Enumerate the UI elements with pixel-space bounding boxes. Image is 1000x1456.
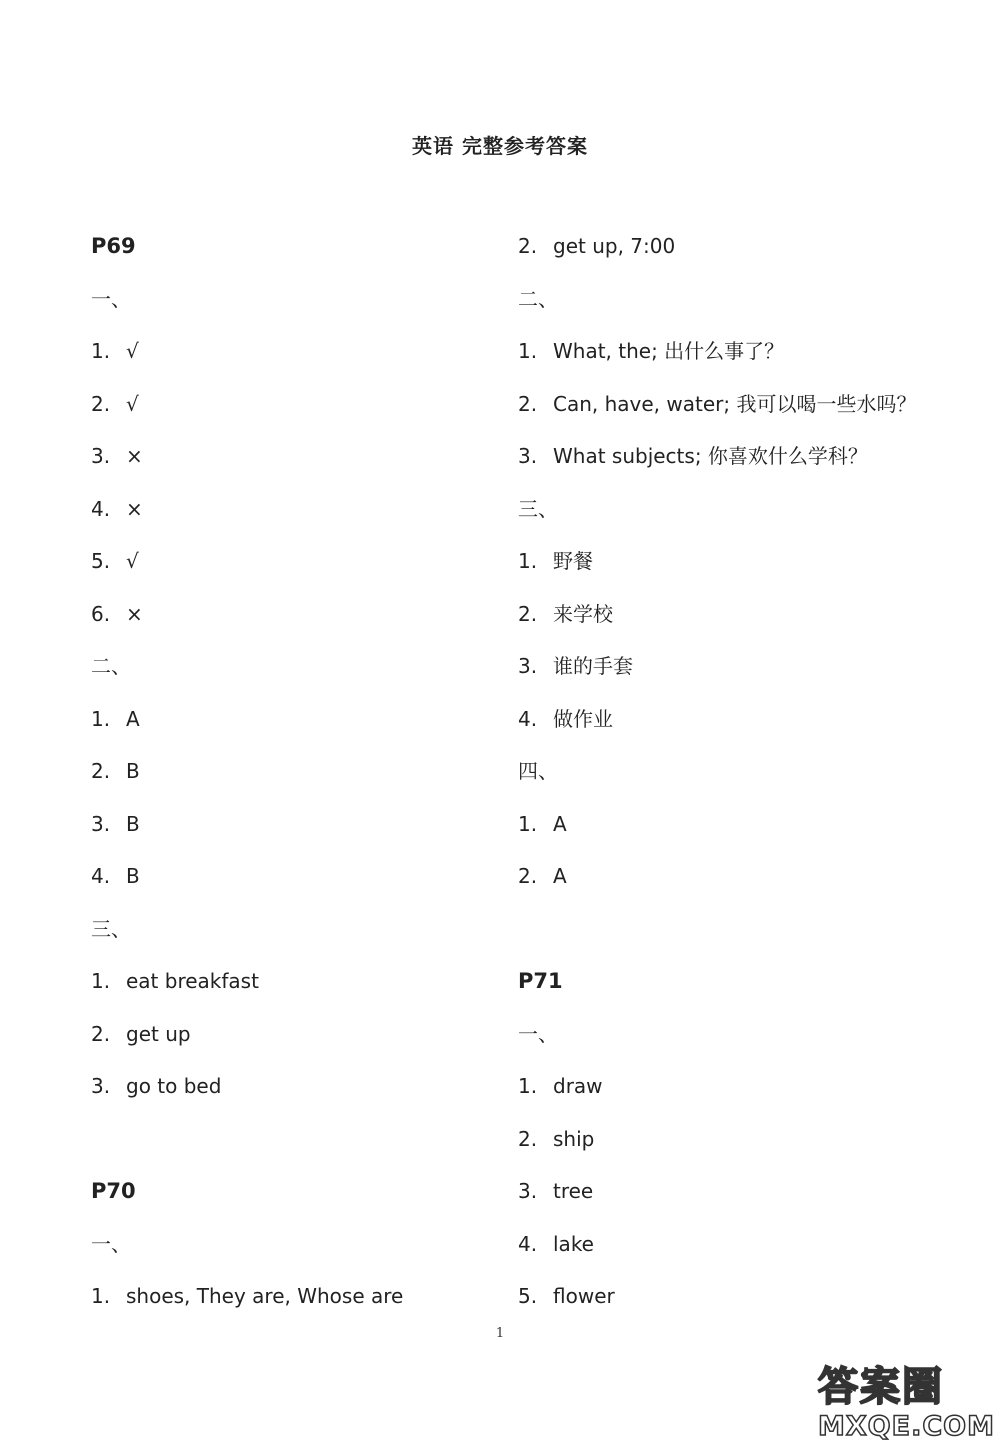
page-number: 1 bbox=[495, 1326, 505, 1341]
answer-text: B bbox=[126, 759, 140, 783]
answer-text: flower bbox=[553, 1284, 615, 1308]
answer-text: B bbox=[126, 811, 140, 836]
watermark-url: MXQE.COM bbox=[818, 1411, 995, 1442]
page-heading: P71 bbox=[518, 969, 563, 993]
answer-item bbox=[518, 1278, 938, 1331]
watermark-logo bbox=[818, 1363, 994, 1449]
answer-number: 1. bbox=[518, 339, 538, 363]
answer-item bbox=[518, 543, 938, 596]
spacer bbox=[91, 1121, 511, 1174]
answer-number: 1. bbox=[91, 969, 111, 993]
section-label: 四、 bbox=[518, 759, 558, 783]
answer-text: go to bed bbox=[126, 1074, 222, 1098]
answer-number: 4. bbox=[91, 496, 111, 521]
answer-number: 1. bbox=[91, 339, 111, 363]
answer-item bbox=[518, 1121, 938, 1174]
answer-text: 来学校 bbox=[553, 601, 613, 626]
answer-text: √ bbox=[126, 549, 139, 573]
answer-item bbox=[91, 386, 511, 439]
answer-number: 2. bbox=[518, 601, 538, 626]
answer-text: √ bbox=[126, 339, 139, 363]
answer-text: √ bbox=[126, 391, 139, 416]
answer-item bbox=[518, 701, 938, 754]
answer-column-left bbox=[91, 228, 511, 1331]
section-label: 三、 bbox=[518, 496, 558, 521]
answer-number: 2. bbox=[518, 1126, 538, 1151]
answer-number: 5. bbox=[91, 549, 111, 573]
answer-number: 3. bbox=[91, 811, 111, 836]
document-title: 英语 完整参考答案 bbox=[412, 134, 588, 158]
spacer bbox=[518, 911, 938, 964]
answer-item bbox=[91, 701, 511, 754]
answer-item bbox=[518, 386, 938, 439]
answer-text: × bbox=[126, 444, 143, 468]
answer-item bbox=[91, 491, 511, 544]
answer-number: 2. bbox=[518, 864, 538, 888]
answer-text: 谁的手套 bbox=[553, 654, 633, 678]
answer-number: 2. bbox=[91, 759, 111, 783]
answer-number: 5. bbox=[518, 1284, 538, 1308]
answer-number: 4. bbox=[518, 706, 538, 731]
answer-item bbox=[91, 858, 511, 911]
answer-item bbox=[518, 858, 938, 911]
answer-text: What subjects; 你喜欢什么学科？ bbox=[553, 444, 868, 468]
answer-number: 1. bbox=[91, 706, 111, 731]
answer-text: shoes, They are, Whose are bbox=[126, 1284, 404, 1308]
answer-text: eat breakfast bbox=[126, 969, 259, 993]
answer-number: 1. bbox=[518, 1074, 538, 1098]
section-label: 三、 bbox=[91, 916, 131, 941]
answer-text: A bbox=[553, 864, 567, 888]
answer-text: × bbox=[126, 496, 143, 521]
answer-item bbox=[518, 228, 938, 281]
answer-text: A bbox=[553, 811, 567, 836]
answer-number: 1. bbox=[518, 549, 538, 573]
answer-number: 2. bbox=[91, 391, 111, 416]
answer-text: B bbox=[126, 864, 140, 888]
answer-item bbox=[91, 753, 511, 806]
answer-text: lake bbox=[553, 1231, 594, 1256]
answer-text: 做作业 bbox=[553, 706, 613, 731]
page-heading: P70 bbox=[91, 1179, 136, 1203]
answer-item bbox=[91, 596, 511, 649]
answer-number: 3. bbox=[91, 444, 111, 468]
answer-number: 2. bbox=[518, 391, 538, 416]
answer-number: 2. bbox=[518, 234, 538, 258]
answer-text: get up bbox=[126, 1021, 191, 1046]
answer-item bbox=[91, 438, 511, 491]
section-label: 二、 bbox=[518, 286, 558, 311]
answer-item bbox=[91, 543, 511, 596]
answer-number: 4. bbox=[518, 1231, 538, 1256]
answer-text: What, the; 出什么事了？ bbox=[553, 339, 785, 363]
answer-text: draw bbox=[553, 1074, 603, 1098]
watermark-logo-text: 答案圈 bbox=[818, 1364, 944, 1410]
answer-item bbox=[518, 806, 938, 859]
answer-number: 1. bbox=[91, 1284, 111, 1308]
answer-item bbox=[518, 438, 938, 491]
answer-text: Can, have, water; 我可以喝一些水吗？ bbox=[553, 391, 917, 416]
answer-text: × bbox=[126, 601, 143, 626]
answer-item bbox=[91, 1278, 511, 1331]
answer-item bbox=[91, 806, 511, 859]
answer-text: tree bbox=[553, 1179, 594, 1203]
answer-number: 1. bbox=[518, 811, 538, 836]
page-heading: P69 bbox=[91, 234, 136, 258]
section-label: 一、 bbox=[91, 286, 131, 311]
answer-item bbox=[518, 333, 938, 386]
answer-item bbox=[518, 1173, 938, 1226]
answer-text: 野餐 bbox=[553, 549, 593, 573]
answer-number: 2. bbox=[91, 1021, 111, 1046]
answer-item bbox=[518, 1226, 938, 1279]
answer-item bbox=[91, 963, 511, 1016]
answer-number: 6. bbox=[91, 601, 111, 626]
answer-column-right bbox=[518, 228, 938, 1331]
answer-number: 3. bbox=[518, 1179, 538, 1203]
answer-item bbox=[518, 648, 938, 701]
answer-item bbox=[91, 1016, 511, 1069]
section-label: 二、 bbox=[91, 654, 131, 678]
answer-item bbox=[91, 333, 511, 386]
answer-number: 3. bbox=[518, 444, 538, 468]
answer-item bbox=[91, 1068, 511, 1121]
answer-number: 3. bbox=[91, 1074, 111, 1098]
answer-number: 3. bbox=[518, 654, 538, 678]
answer-text: ship bbox=[553, 1126, 595, 1151]
section-label: 一、 bbox=[518, 1021, 558, 1046]
answer-item bbox=[518, 596, 938, 649]
answer-text: A bbox=[126, 706, 140, 731]
answer-number: 4. bbox=[91, 864, 111, 888]
answer-text: get up, 7:00 bbox=[553, 234, 676, 258]
section-label: 一、 bbox=[91, 1231, 131, 1256]
answer-item bbox=[518, 1068, 938, 1121]
